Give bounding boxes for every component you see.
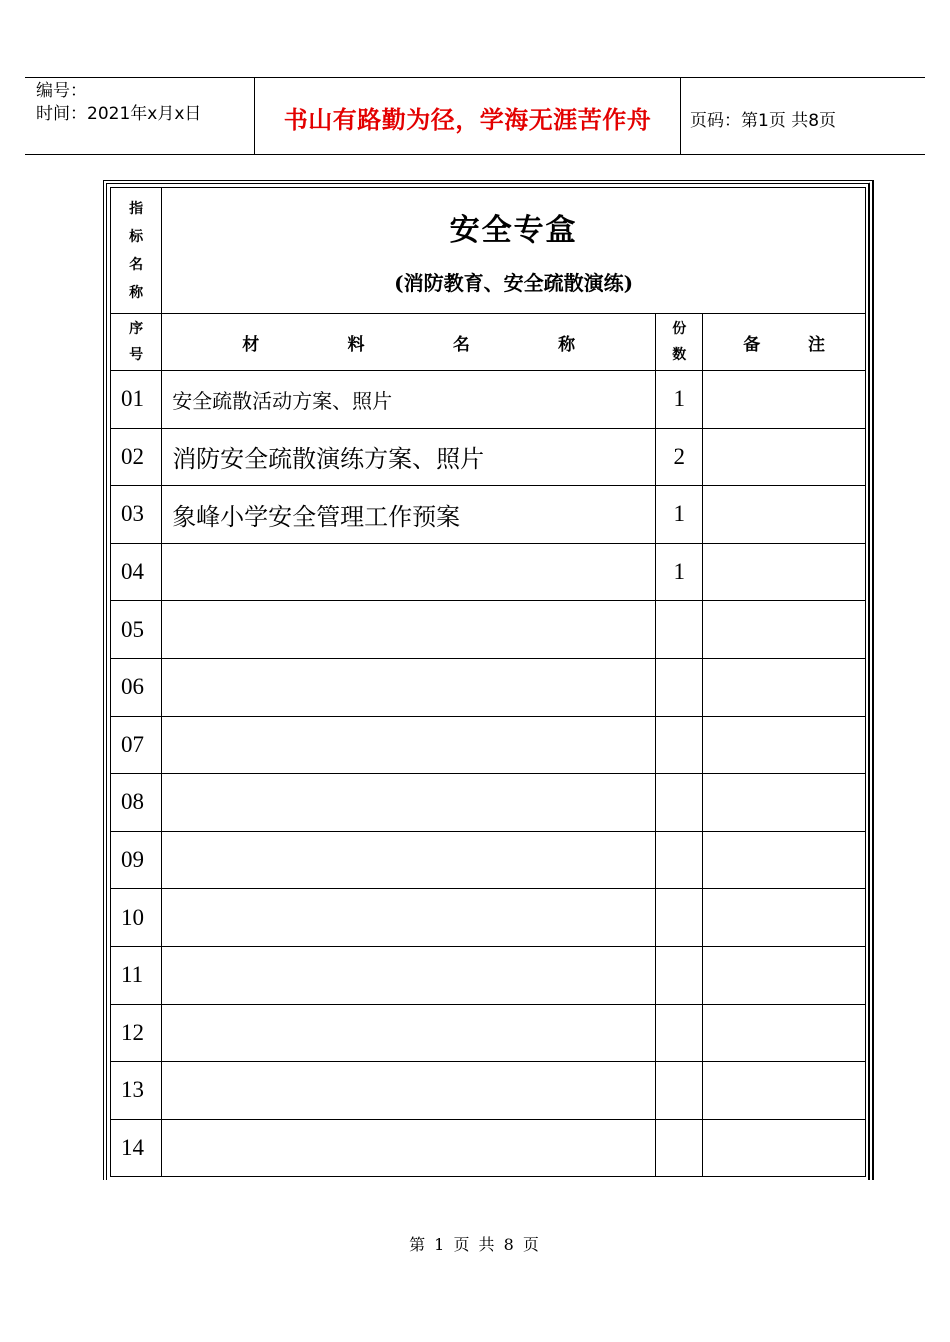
row-count <box>656 889 703 947</box>
row-count <box>656 774 703 832</box>
row-remark <box>703 1062 866 1120</box>
row-remark <box>703 774 866 832</box>
row-material-name <box>162 543 656 601</box>
row-material-name: 象峰小学安全管理工作预案 <box>162 486 656 544</box>
row-remark <box>703 486 866 544</box>
row-material-name <box>162 1062 656 1120</box>
row-remark <box>703 1004 866 1062</box>
row-number: 11 <box>111 946 162 1004</box>
col-header-name: 材 料 名 称 <box>162 314 656 371</box>
table-row <box>111 889 866 947</box>
row-number: 14 <box>111 1119 162 1177</box>
row-remark <box>703 831 866 889</box>
row-count <box>656 716 703 774</box>
row-number: 13 <box>111 1062 162 1120</box>
row-count: 2 <box>656 428 703 486</box>
row-remark <box>703 716 866 774</box>
row-number: 02 <box>111 428 162 486</box>
table-row <box>111 601 866 659</box>
table-row <box>111 371 866 429</box>
row-number: 04 <box>111 543 162 601</box>
table-subtitle: (消防教育、安全疏散演练) <box>394 271 634 295</box>
table-row <box>111 1004 866 1062</box>
title-cell <box>162 188 866 314</box>
row-remark <box>703 658 866 716</box>
row-number: 12 <box>111 1004 162 1062</box>
row-material-name: 安全疏散活动方案、照片 <box>162 371 656 429</box>
row-number: 10 <box>111 889 162 947</box>
table-row <box>111 774 866 832</box>
materials-table <box>110 187 866 1177</box>
row-material-name <box>162 889 656 947</box>
row-remark <box>703 543 866 601</box>
row-count: 1 <box>656 486 703 544</box>
table-row <box>111 543 866 601</box>
header-motto: 书山有路勤为径，学海无涯苦作舟 <box>283 106 652 134</box>
column-header-row <box>111 314 866 371</box>
header-divider <box>680 77 681 155</box>
row-material-name <box>162 774 656 832</box>
row-remark <box>703 601 866 659</box>
row-number: 06 <box>111 658 162 716</box>
row-remark <box>703 1119 866 1177</box>
row-count <box>656 1004 703 1062</box>
table-row <box>111 428 866 486</box>
row-count <box>656 831 703 889</box>
row-count <box>656 658 703 716</box>
row-number: 08 <box>111 774 162 832</box>
row-count <box>656 601 703 659</box>
row-number: 05 <box>111 601 162 659</box>
row-count <box>656 1119 703 1177</box>
table-row <box>111 1119 866 1177</box>
page-footer: 第 1 页 共 8 页 <box>409 1235 541 1254</box>
row-number: 03 <box>111 486 162 544</box>
row-material-name <box>162 831 656 889</box>
row-material-name <box>162 946 656 1004</box>
row-remark <box>703 428 866 486</box>
row-remark <box>703 889 866 947</box>
table-title: 安全专盒 <box>449 213 578 248</box>
table-row <box>111 831 866 889</box>
table-row <box>111 658 866 716</box>
number-label: 编号： <box>36 81 87 101</box>
row-material-name <box>162 601 656 659</box>
col-header-seq: 序 号 <box>111 314 162 371</box>
col-header-remark: 备 注 <box>703 314 866 371</box>
time-label: 时间：2021年x月x日 <box>36 104 202 124</box>
row-material-name <box>162 1119 656 1177</box>
row-count: 1 <box>656 543 703 601</box>
index-label-cell: 指 标 名 称 <box>111 188 162 314</box>
row-number: 07 <box>111 716 162 774</box>
row-count <box>656 1062 703 1120</box>
row-number: 09 <box>111 831 162 889</box>
row-remark <box>703 946 866 1004</box>
table-row <box>111 1062 866 1120</box>
header-page-label: 页码：第1页 共8页 <box>690 111 837 131</box>
row-remark <box>703 371 866 429</box>
row-material-name <box>162 658 656 716</box>
header-top-rule <box>25 77 925 78</box>
table-row <box>111 946 866 1004</box>
row-material-name <box>162 1004 656 1062</box>
row-count: 1 <box>656 371 703 429</box>
row-count <box>656 946 703 1004</box>
table-row <box>111 716 866 774</box>
col-header-count: 份 数 <box>656 314 703 371</box>
row-material-name: 消防安全疏散演练方案、照片 <box>162 428 656 486</box>
header-meta <box>36 80 201 126</box>
row-number: 01 <box>111 371 162 429</box>
header-bottom-rule <box>25 154 925 155</box>
row-material-name <box>162 716 656 774</box>
table-row <box>111 486 866 544</box>
